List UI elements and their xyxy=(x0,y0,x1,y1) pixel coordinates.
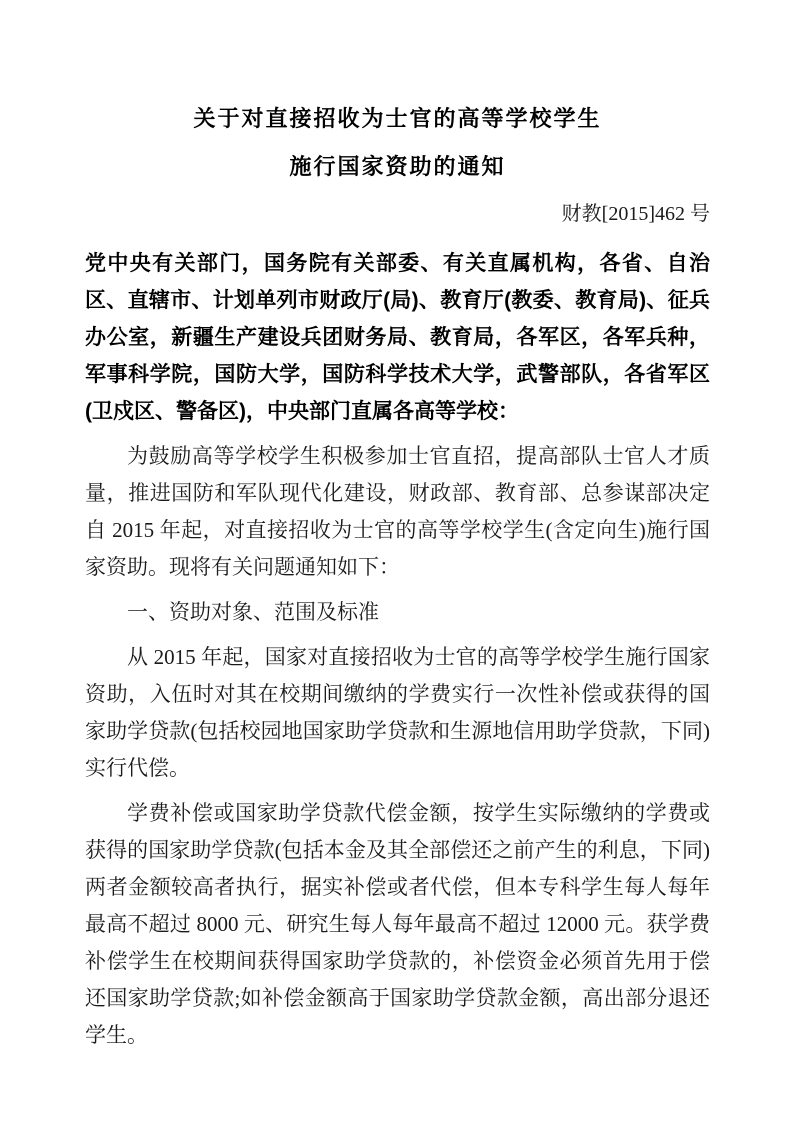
document-number: 财教[2015]462 号 xyxy=(561,203,710,225)
document-title-line2: 施行国家资助的通知 xyxy=(289,154,506,179)
document-title-line1: 关于对直接招收为士官的高等学校学生 xyxy=(193,106,602,131)
section1-heading: 一、资助对象、范围及标准 xyxy=(127,600,379,624)
addressee-paragraph: 党中央有关部门，国务院有关部委、有关直属机构，各省、自治区、直辖市、计划单列市财政厅(局)、教育厅(教委、教育局)、征兵办公室，新疆生产建设兵团财务局、教育局，各军区，各军兵种，军事科学院，国防大学，国防科学技术大学，武警部队，各省军区(卫戍区、警备区)，中央部门直属各高等学校： xyxy=(85,252,710,423)
section1-paragraph1: 从 2015 年起，国家对直接招收为士官的高等学校学生施行国家资助，入伍时对其在校期间缴纳的学费实行一次性补偿或获得的国家助学贷款(包括校园地国家助学贷款和生源地信用助学贷款，下同)实行代偿。 xyxy=(85,645,710,780)
section1-paragraph2: 学费补偿或国家助学贷款代偿金额，按学生实际缴纳的学费或获得的国家助学贷款(包括本金及其全部偿还之前产生的利息，下同)两者金额较高者执行，据实补偿或者代偿，但本专科学生每人每年最高不超过 8000 元、研究生每人每年最高不超过 12000 元。获学费补偿学生在校期间获得国家助学贷款的，补偿资金必须首先用于偿还国家助学贷款;如补偿金额高于国家助学贷款金额，高出部分退还学生。 xyxy=(85,801,710,1047)
intro-paragraph: 为鼓励高等学校学生积极参加士官直招，提高部队士官人才质量，推进国防和军队现代化建设，财政部、教育部、总参谋部决定自 2015 年起，对直接招收为士官的高等学校学生(含定向生)施行国家资助。现将有关问题通知如下： xyxy=(85,444,710,579)
document-title xyxy=(85,95,710,191)
